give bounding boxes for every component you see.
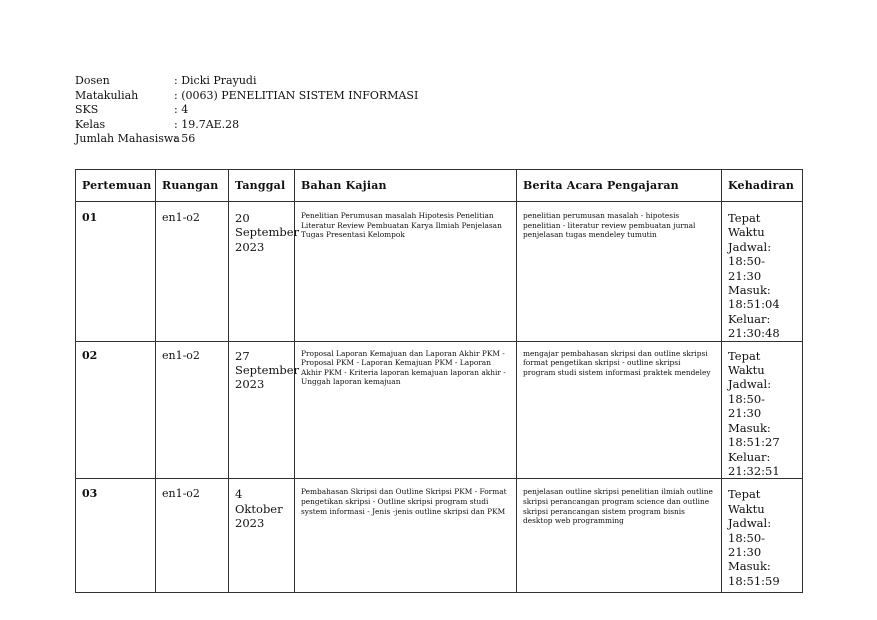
cell-berita-acara: penelitian perumusan masalah - hipotesis penelitian - literatur review pembuatan jurnal penjelasan tugas mendeley tumutin: [517, 202, 722, 342]
kehadiran-keluar: Keluar: 21:32:51: [728, 449, 780, 478]
kehadiran-jadwal: Jadwal: 18:50-21:30: [728, 377, 772, 421]
header-tanggal: Tanggal: [229, 170, 295, 202]
cell-kehadiran: [722, 479, 803, 593]
header-kehadiran: Kehadiran: [722, 170, 803, 202]
info-row-jumlah: [75, 132, 418, 147]
cell-ruangan: en1-o2: [156, 479, 229, 593]
info-row-matakuliah: [75, 89, 418, 104]
info-row-dosen: [75, 74, 418, 89]
cell-bahan-kajian: Penelitian Perumusan masalah Hipotesis Penelitian Literatur Review Pembuatan Karya Ilmiah Penjelasan Tugas Presentasi Kelompok: [295, 202, 517, 342]
header-pertemuan: Pertemuan: [76, 170, 156, 202]
jumlah-label: Jumlah Mahasiswa: [75, 132, 180, 146]
cell-ruangan: en1-o2: [156, 202, 229, 342]
matakuliah-value: : (0063) PENELITIAN SISTEM INFORMASI: [174, 88, 419, 102]
kehadiran-keluar: Keluar: 21:30:48: [728, 311, 780, 341]
attendance-table: [75, 169, 803, 593]
kehadiran-status: Tepat Waktu: [728, 348, 765, 378]
table-header-row: [76, 170, 803, 202]
cell-bahan-kajian: Proposal Laporan Kemajuan dan Laporan Akhir PKM - Proposal PKM - Laporan Kemajuan PKM - Laporan Akhir PKM - Kriteria laporan kemajuan laporan akhir - Unggah laporan kemajuan: [295, 341, 517, 479]
kehadiran-status: Tepat Waktu: [728, 487, 765, 516]
kehadiran-masuk: Masuk: 18:51:27: [728, 420, 780, 450]
table-row: [76, 479, 803, 593]
cell-tanggal: 20 September 2023: [229, 202, 295, 342]
cell-tanggal: 4 Oktober 2023: [229, 479, 295, 593]
cell-kehadiran: [722, 202, 803, 342]
kehadiran-status: Tepat Waktu: [728, 211, 765, 240]
header-ruangan: Ruangan: [156, 170, 229, 202]
cell-berita-acara: mengajar pembahasan skripsi dan outline skripsi format pengetikan skripsi - outline skripsi program studi sistem informasi praktek mendeley: [517, 341, 722, 479]
cell-pertemuan: 02: [76, 341, 156, 479]
kelas-label: Kelas: [75, 117, 106, 131]
cell-bahan-kajian: Pembahasan Skripsi dan Outline Skripsi PKM - Format pengetikan skripsi - Outline skripsi program studi system informasi - Jenis -jenis outline skripsi dan PKM: [295, 479, 517, 593]
kehadiran-masuk: Masuk: 18:51:04: [728, 283, 780, 312]
kehadiran-jadwal: Jadwal: 18:50-21:30: [728, 516, 772, 559]
cell-berita-acara: penjelasan outline skripsi penelitian ilmiah outline skripsi perancangan program science dan outline skripsi perancangan sistem program bisnis desktop web programming: [517, 479, 722, 593]
header-bahan-kajian: Bahan Kajian: [295, 170, 517, 202]
cell-kehadiran: [722, 341, 803, 479]
header-berita-acara: Berita Acara Pengajaran: [517, 170, 722, 202]
cell-ruangan: en1-o2: [156, 341, 229, 479]
info-row-sks: [75, 103, 418, 118]
kehadiran-jadwal: Jadwal: 18:50-21:30: [728, 239, 772, 283]
course-info: [75, 74, 418, 147]
kelas-value: : 19.7AE.28: [174, 117, 240, 131]
sks-value: : 4: [174, 103, 189, 117]
sks-label: SKS: [75, 103, 99, 117]
jumlah-value: : 56: [174, 132, 196, 146]
dosen-label: Dosen: [75, 74, 110, 87]
table-row: [76, 341, 803, 479]
kehadiran-masuk: Masuk: 18:51:59: [728, 559, 780, 588]
matakuliah-label: Matakuliah: [75, 88, 139, 102]
dosen-value: : Dicki Prayudi: [174, 74, 257, 87]
cell-pertemuan: 03: [76, 479, 156, 593]
cell-pertemuan: 01: [76, 202, 156, 342]
table-row: [76, 202, 803, 342]
info-row-kelas: [75, 118, 418, 133]
cell-tanggal: 27 September 2023: [229, 341, 295, 479]
